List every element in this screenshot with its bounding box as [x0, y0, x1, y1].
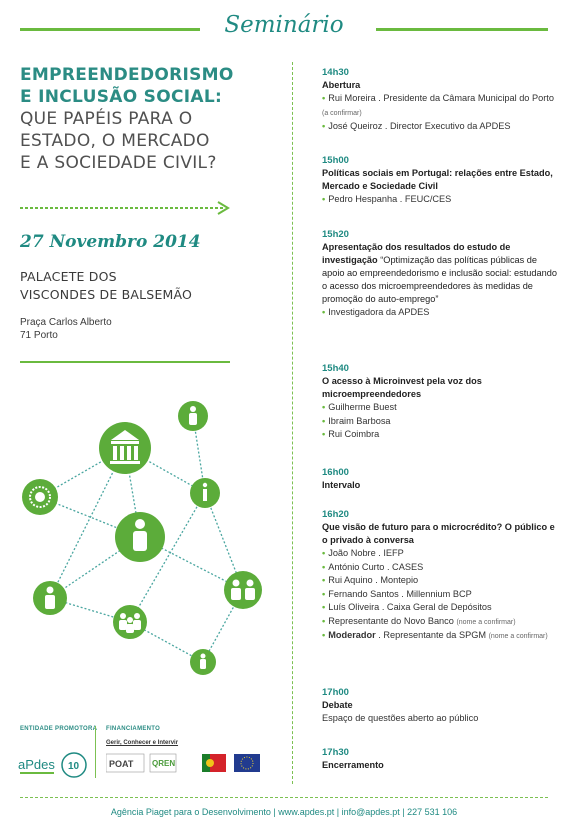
bank-icon	[99, 422, 151, 474]
slot-title: Apresentação dos resultados do estudo de investigação “Optimização das políticas públicas de apoio ao empreendedorismo e inclusão social: estudando o acesso dos microempreendedores às medidas de promoção do auto-emprego”	[322, 242, 557, 304]
list-item: • Luís Oliveira . Caixa Geral de Depósitos	[322, 602, 492, 612]
list-item: • Guilherme Buest	[322, 402, 397, 412]
title-line: QUE PAPÉIS PARA O	[20, 109, 193, 129]
group-icon	[224, 571, 262, 609]
slot-title: Debate	[322, 700, 353, 710]
title-line: ESTADO, O MERCADO	[20, 131, 210, 151]
list-item: • Pedro Hespanha . FEUC/CES	[322, 194, 452, 204]
funding-tagline: Gerir, Conhecer e Intervir	[106, 740, 179, 746]
list-item: • Rui Coimbra	[322, 429, 380, 439]
list-item: • Moderador . Representante da SPGM (nome a confirmar)	[322, 630, 548, 640]
program-slot	[322, 66, 558, 134]
group-icon	[113, 605, 147, 639]
funder-logos	[106, 752, 266, 776]
program-slot	[322, 228, 558, 320]
event-address	[20, 316, 112, 342]
slot-title: O acesso à Microinvest pela voz dos microempreendedores	[322, 376, 482, 399]
network-illustration	[10, 390, 280, 690]
program-slot	[322, 362, 558, 442]
title-line: EMPREENDEDORISMO	[20, 65, 234, 85]
slot-time: 16h00	[322, 467, 349, 478]
event-title	[20, 64, 280, 174]
funding-label: FINANCIAMENTO	[106, 726, 161, 732]
svg-text:QREN: QREN	[152, 759, 176, 768]
title-line: E INCLUSÃO SOCIAL:	[20, 87, 223, 107]
program-slot	[322, 746, 558, 772]
address-line: 71 Porto	[20, 330, 58, 341]
footer-divider	[95, 726, 96, 778]
person-icon	[190, 649, 216, 675]
program-slot	[322, 154, 558, 207]
slot-title: Que visão de futuro para o microcrédito? O público e o privado à conversa	[322, 522, 555, 545]
venue-line: VISCONDES DE BALSEMÃO	[20, 287, 193, 302]
person-icon	[33, 581, 67, 615]
svg-text:aPdes: aPdes	[18, 757, 55, 772]
left-separator	[20, 361, 230, 363]
program-slot	[322, 466, 558, 492]
apdes-logo	[18, 752, 92, 780]
euro-coin-icon	[22, 479, 58, 515]
event-date: 27 Novembro 2014	[20, 232, 201, 252]
info-icon	[190, 478, 220, 508]
slot-title: Políticas sociais em Portugal: relações entre Estado, Mercado e Sociedade Civil	[322, 168, 553, 191]
slot-time: 17h30	[322, 747, 349, 758]
slot-time: 14h30	[322, 67, 349, 78]
arrow-decoration	[20, 200, 232, 216]
footer-contact: Agência Piaget para o Desenvolvimento | www.apdes.pt | info@apdes.pt | 227 531 106	[110, 807, 458, 817]
program-slot	[322, 508, 558, 644]
address-line: Praça Carlos Alberto	[20, 317, 112, 328]
person-icon	[115, 512, 165, 562]
list-item: • José Queiroz . Director Executivo da APDES	[322, 121, 511, 131]
list-item: • Investigadora da APDES	[322, 307, 430, 317]
header-title: Seminário	[224, 12, 344, 38]
program-slot	[322, 686, 558, 725]
slot-time: 15h00	[322, 155, 349, 166]
list-item: • Ibraim Barbosa	[322, 415, 391, 426]
title-line: E A SOCIEDADE CIVIL?	[20, 153, 217, 173]
svg-text:10: 10	[68, 761, 80, 772]
list-item: • Fernando Santos . Millennium BCP	[322, 588, 472, 599]
list-item: • Rui Aquino . Montepio	[322, 575, 419, 585]
slot-title: Intervalo	[322, 480, 361, 490]
slot-title: Encerramento	[322, 760, 384, 770]
slot-time: 16h20	[322, 509, 349, 520]
slot-time: 15h20	[322, 229, 349, 240]
footer-separator	[20, 797, 548, 798]
promoter-label: ENTIDADE PROMOTORA	[20, 726, 98, 732]
list-item: • Rui Moreira . Presidente da Câmara Municipal do Porto (a confirmar)	[322, 93, 554, 117]
list-item: • João Nobre . IEFP	[322, 548, 404, 558]
slot-time: 15h40	[322, 363, 349, 374]
svg-text:POAT: POAT	[109, 759, 134, 769]
slot-description: Espaço de questões aberto ao público	[322, 713, 479, 723]
person-icon	[178, 401, 208, 431]
slot-time: 17h00	[322, 687, 349, 698]
venue-line: PALACETE DOS	[20, 269, 117, 284]
event-venue	[20, 268, 192, 304]
header-line-right	[376, 28, 548, 31]
slot-title: Abertura	[322, 80, 361, 90]
list-item: • Representante do Novo Banco (nome a confirmar)	[322, 615, 516, 626]
list-item: • António Curto . CASES	[322, 561, 424, 572]
column-divider	[292, 62, 293, 784]
